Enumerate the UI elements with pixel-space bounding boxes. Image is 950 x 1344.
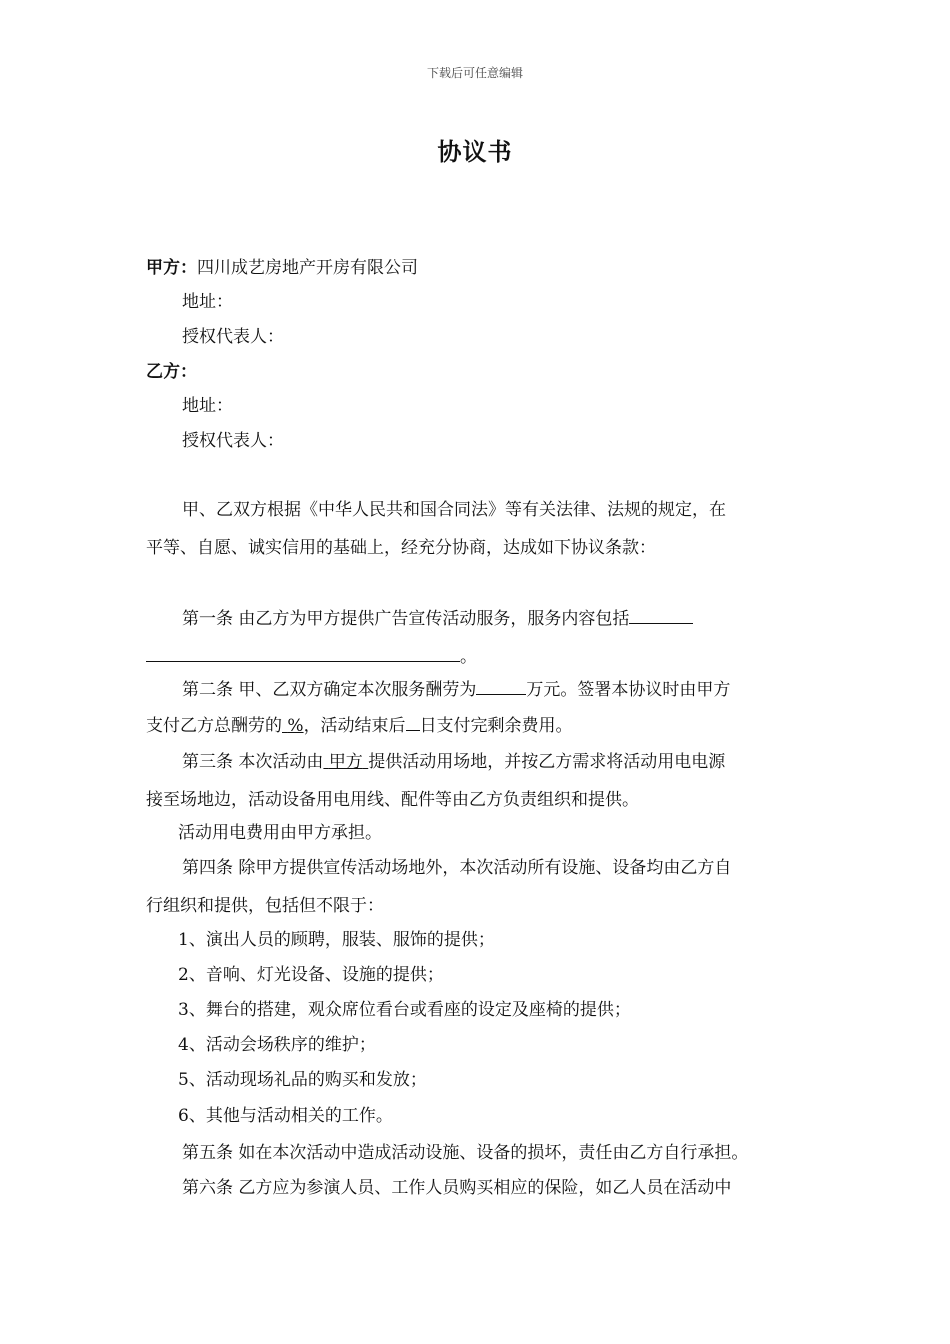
party-b-representative: 授权代表人： bbox=[182, 431, 284, 451]
party-a-representative: 授权代表人： bbox=[182, 327, 284, 347]
article-3-c: 提供活动用场地，并按乙方需求将活动用电电源 bbox=[368, 752, 726, 772]
article-1-continuation bbox=[146, 644, 477, 669]
article-2-a: 第二条 甲、乙双方确定本次服务酬劳为 bbox=[182, 680, 477, 700]
article-1-text: 第一条 由乙方为甲方提供广告宣传活动服务，服务内容包括 bbox=[182, 609, 630, 629]
article-2-line-2 bbox=[146, 713, 573, 738]
party-b-label: 乙方： bbox=[146, 362, 197, 382]
fee-blank bbox=[476, 677, 526, 695]
article-3-a: 第三条 本次活动由 bbox=[182, 752, 324, 772]
list-item: 3、舞台的搭建，观众席位看台或看座的设定及座椅的提供； bbox=[178, 1000, 631, 1020]
article-1 bbox=[182, 606, 693, 631]
percent-blank: % bbox=[287, 716, 304, 736]
party-a-label: 甲方： bbox=[146, 258, 197, 278]
preamble-line-1: 甲、乙双方根据《中华人民共和国合同法》等有关法律、法规的规定，在 bbox=[182, 500, 726, 520]
party-a-address: 地址： bbox=[182, 292, 233, 312]
article-2-b: 万元。签署本协议时由甲方 bbox=[526, 680, 731, 700]
document-title: 协议书 bbox=[437, 137, 513, 166]
article-4-line-1: 第四条 除甲方提供宣传活动场地外，本次活动所有设施、设备均由乙方自 bbox=[182, 858, 732, 878]
page-header: 下载后可任意编辑 bbox=[426, 66, 523, 80]
article-1-blank-2 bbox=[146, 644, 460, 662]
list-item: 2、音响、灯光设备、设施的提供； bbox=[178, 965, 444, 985]
article-2-line-1 bbox=[182, 677, 730, 702]
party-a-line bbox=[146, 256, 418, 280]
article-6: 第六条 乙方应为参演人员、工作人员购买相应的保险，如乙人员在活动中 bbox=[182, 1178, 732, 1198]
article-3-venue-provider: 甲方 bbox=[328, 752, 363, 772]
list-item: 1、演出人员的顾聘，服装、服饰的提供； bbox=[178, 930, 495, 950]
article-2-c: 支付乙方总酬劳的 bbox=[146, 716, 282, 736]
article-1-blank bbox=[629, 606, 693, 624]
party-b-address: 地址： bbox=[182, 396, 233, 416]
list-item: 5、活动现场礼品的购买和发放； bbox=[178, 1070, 427, 1090]
party-a-name: 四川成艺房地产开房有限公司 bbox=[197, 258, 418, 278]
article-5: 第五条 如在本次活动中造成活动设施、设备的损坏，责任由乙方自行承担。 bbox=[182, 1143, 749, 1163]
list-item: 4、活动会场秩序的维护； bbox=[178, 1035, 376, 1055]
list-item: 6、其他与活动相关的工作。 bbox=[178, 1106, 393, 1126]
article-2-e: ，活动结束后 bbox=[303, 716, 406, 736]
article-3-line-3: 活动用电费用由甲方承担。 bbox=[178, 823, 382, 843]
article-3-line-2: 接至场地边，活动设备用电用线、配件等由乙方负责组织和提供。 bbox=[146, 790, 639, 810]
days-blank bbox=[406, 713, 420, 731]
article-1-end: 。 bbox=[460, 647, 477, 667]
article-4-line-2: 行组织和提供，包括但不限于： bbox=[146, 896, 384, 916]
article-2-f: 日支付完剩余费用。 bbox=[419, 716, 573, 736]
article-3-line-1 bbox=[182, 750, 725, 774]
preamble-line-2: 平等、自愿、诚实信用的基础上，经充分协商，达成如下协议条款： bbox=[146, 538, 656, 558]
